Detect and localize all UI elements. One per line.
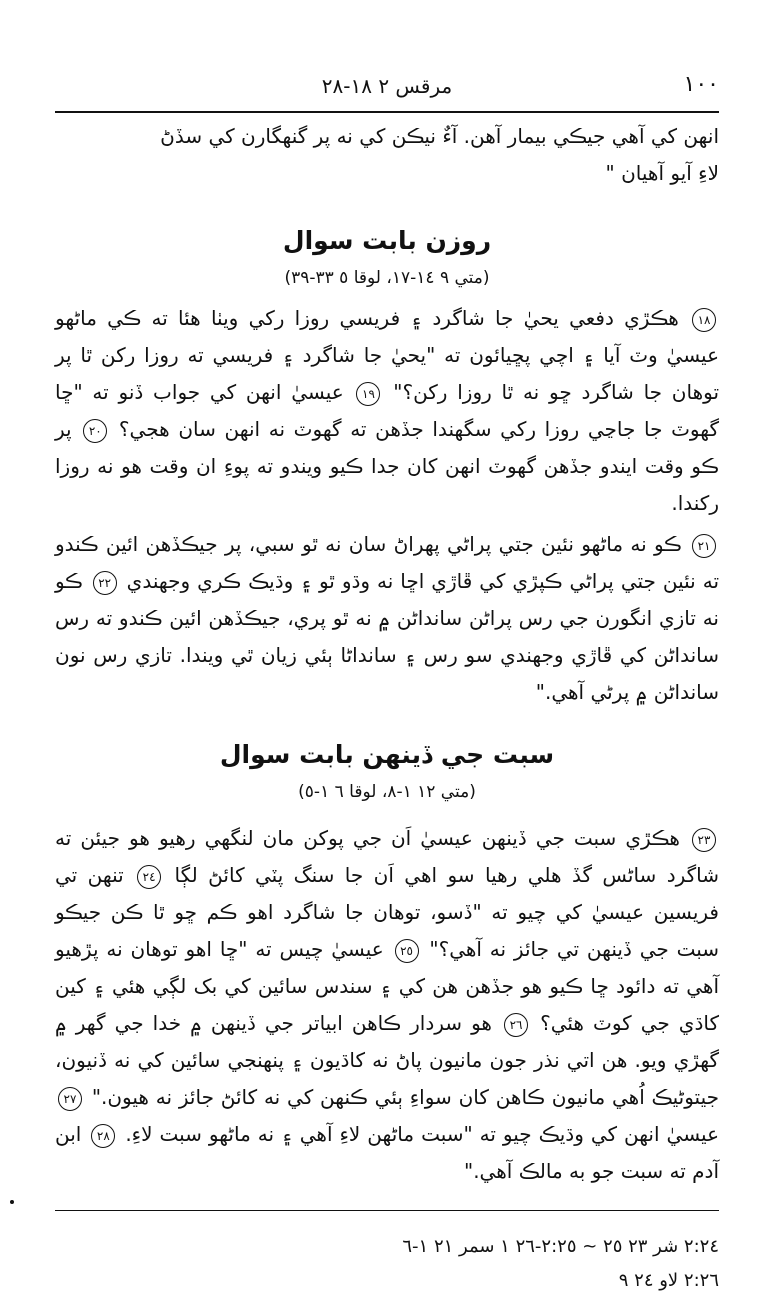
margin-dot <box>10 1200 14 1204</box>
footnote-line-2: ٢:٢٦ لاو ٢٤ ٩ <box>618 1270 719 1291</box>
footnotes <box>55 1230 719 1298</box>
verse-number: ١٩ <box>356 382 380 406</box>
verse-number: ٢٧ <box>58 1087 82 1111</box>
verse-number: ٢٤ <box>137 865 161 889</box>
verse-text: ڪو نه تازي انگورن جي رس پراڻن سانداڻن ۾ نه ٿو پري، جيڪڏهن ائين ڪندو ته رس سانداڻن کي ڦاڙي وجھندي سو رس ۽ سانداڻا ٻئي زيان ٿي ويندا. تازي رس نون سانداڻن ۾ پرڻي آهي." <box>55 569 719 704</box>
verse-number: ٢١ <box>692 534 716 558</box>
verse-text: هو سردار ڪاهن ابياتر جي ڏينهن ۾ خدا جي گھر ۾ گھڙي ويو. هن اتي نذر جون مانيون پاڻ نه کاڌيون ۽ پنھنجي سائين کي نه ڏنيون، جيتوڻيڪ اُهي مانيون ڪاهن کان سواءِ ٻئي ڪنھن کي نه کائڻ جائز نه هيون." <box>55 1011 719 1109</box>
verse-text: پر ڪو وقت ايندو جڏهن گھوٽ انھن کان جدا ڪيو ويندو ته پوءِ ان وقت هو نه روزا رکندا. <box>55 417 719 515</box>
verse-text: ابن آدم ته سبت جو به مالڪ آهي." <box>55 1122 719 1183</box>
verse-number: ١٨ <box>692 308 716 332</box>
intro-passage <box>55 118 719 192</box>
verse-text: عيسيٰ انھن کي جواب ڏنو ته "ڇا گھوٽ جا جاڃي روزا رکي سگھندا جڏهن ته گھوٽ نه انھن سان هجي؟ <box>55 380 720 441</box>
verse-number: ٢٦ <box>504 1013 528 1037</box>
header-rule <box>55 111 719 113</box>
verse-text: هڪڙي سبت جي ڏينهن عيسيٰ اَن جي پوکن مان لنگھي رهيو هو جيئن ته شاگرد ساڻس گڏ هلي رهيا سو اهي اَن جا سنگ پٽي کائڻ لڳا <box>55 826 720 887</box>
page-number: ١٠٠ <box>683 72 719 97</box>
verse-number: ٢٥ <box>395 939 419 963</box>
verse-number: ٢٣ <box>692 828 716 852</box>
section-fasting-body <box>55 300 719 715</box>
section-sabbath-body <box>55 820 719 1194</box>
verse-text: تنھن تي فريسين عيسيٰ کي چيو ته "ڏسو، توهان جا شاگرد اهو ڪم ڇو ٿا ڪن جيڪو سبت جي ڏينهن تي جائز نه آهي؟" <box>55 863 720 961</box>
footnote-line-1: ٢:٢٤ شر ٢٣ ٢٥ ~ ٢:٢٥-٢٦ ١ سمر ٢١ ١-٦ <box>402 1236 719 1257</box>
verse-text: عيسيٰ چيس ته "ڇا اهو توهان نه پڙهيو آهي ته دائود ڇا ڪيو هو جڏهن هن کي ۽ سندس سائين کي بک لڳي هئي ۽ کين کاڌي جي کوٽ هئي؟ <box>55 937 719 1035</box>
verse-number: ٢٨ <box>91 1124 115 1148</box>
paragraph-v23-28 <box>55 820 719 1190</box>
verse-text: ڪو نه ماڻھو نئين جتي پراڻي پهراڻ سان نه ٿو سبي، پر جيڪڏهن ائين ڪندو ته نئين جتي پراڻي ڪپڙي کي ڦاڙي اڇا نه وڌو ٿو ۽ وڌيڪ ڪري وجھندي <box>55 532 720 593</box>
intro-line-1: انھن کي آهي جيڪي بيمار آهن. آءٌ نيڪن کي نه پر گنهگارن کي سڏڻ <box>160 124 719 148</box>
verse-text: عيسيٰ انھن کي وڌيڪ چيو ته "سبت ماڻھن لاءِ آهي ۽ نه ماڻھو سبت لاءِ. <box>125 1122 720 1146</box>
footnote-rule <box>55 1210 719 1211</box>
section-reference-fasting: (متي ٩ ١٤-١٧، لوقا ٥ ٣٣-٣٩) <box>284 268 490 288</box>
paragraph-v21-22 <box>55 526 719 711</box>
verse-text: هڪڙي دفعي يحيٰ جا شاگرد ۽ فريسي روزا رکي ويٺا هئا ته ڪي ماڻهو عيسيٰ وٽ آيا ۽ اچي پڇيائون ته "يحيٰ جا شاگرد ۽ فريسي ته روزا رکن ٿا پر توهان جا شاگرد ڇو نه ٿا روزا رکن؟" <box>55 306 720 404</box>
section-heading-fasting: روزن بابت سوال <box>282 226 492 255</box>
page-header <box>55 72 719 106</box>
section-heading-sabbath: سبت جي ڏينهن بابت سوال <box>219 740 555 769</box>
intro-line-2: لاءِ آيو آهيان " <box>605 161 719 185</box>
paragraph-v18-20 <box>55 300 719 522</box>
verse-number: ٢٢ <box>93 571 117 595</box>
verse-number: ٢٠ <box>83 419 107 443</box>
running-head: مرقس ٢ ١٨-٢٨ <box>321 74 453 98</box>
section-reference-sabbath: (متي ١٢ ١-٨، لوقا ٦ ١-٥) <box>298 782 476 802</box>
